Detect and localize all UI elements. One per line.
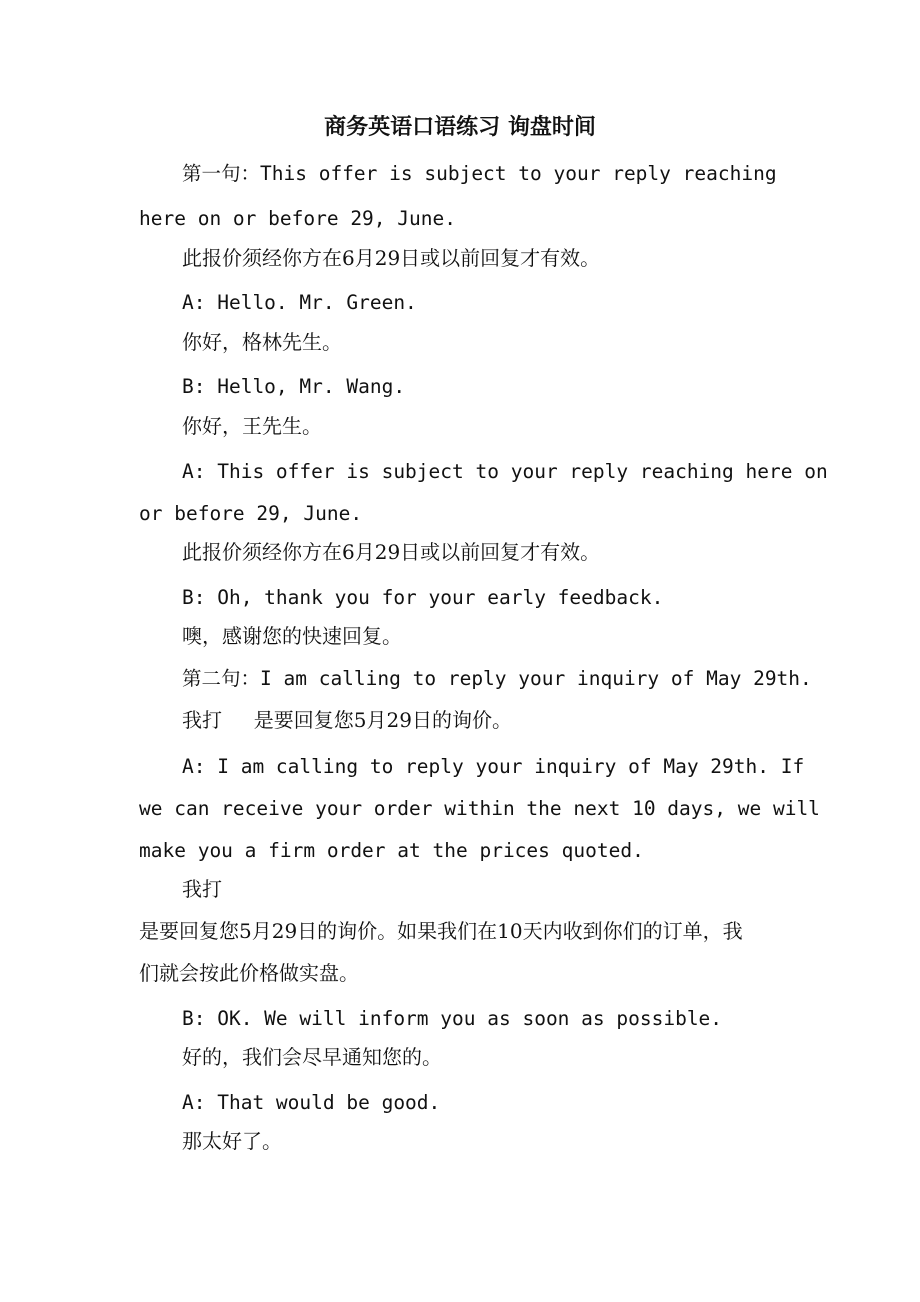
dialogue-line-cont: or before 29, June. [139,502,363,525]
dialogue-translation: 此报价须经你方在6月29日或以前回复才有效。 [182,540,601,564]
dialogue-translation-cont: 们就会按此价格做实盘。 [139,961,359,985]
document-title: 商务英语口语练习 询盘时间 [324,114,596,140]
dialogue-translation: 你好，格林先生。 [182,330,342,354]
dialogue-line: A: Hello. Mr. Green. [182,291,417,314]
dialogue-line: B: OK. We will inform you as soon as possible. [182,1007,723,1030]
sentence-1-english: 第一句：This offer is subject to your reply reaching [182,162,777,185]
dialogue-line: A: That would be good. [182,1091,441,1114]
dialogue-translation: 你好，王先生。 [182,414,322,438]
dialogue-line: B: Oh, thank you for your early feedback. [182,586,664,609]
dialogue-translation: 好的，我们会尽早通知您的。 [182,1045,442,1069]
dialogue-translation: 那太好了。 [182,1129,282,1153]
dialogue-line: A: I am calling to reply your inquiry of May 29th. If [182,755,805,778]
sentence-2-chinese: 我打 是要回复您5月29日的询价。 [182,708,512,732]
dialogue-translation: 我打 [182,877,222,901]
dialogue-translation: 噢，感谢您的快速回复。 [182,624,402,648]
dialogue-line-cont: we can receive your order within the next 10 days, we will [139,797,820,820]
sentence-1-english-cont: here on or before 29, June. [139,207,456,230]
dialogue-line: A: This offer is subject to your reply reaching here on [182,460,828,483]
dialogue-line-cont: make you a firm order at the prices quoted. [139,839,644,862]
sentence-2-english: 第二句：I am calling to reply your inquiry of May 29th. [182,667,812,690]
sentence-1-chinese: 此报价须经你方在6月29日或以前回复才有效。 [182,246,601,270]
dialogue-translation-cont: 是要回复您5月29日的询价。如果我们在10天内收到你们的订单，我 [139,919,743,943]
dialogue-line: B: Hello, Mr. Wang. [182,375,406,398]
